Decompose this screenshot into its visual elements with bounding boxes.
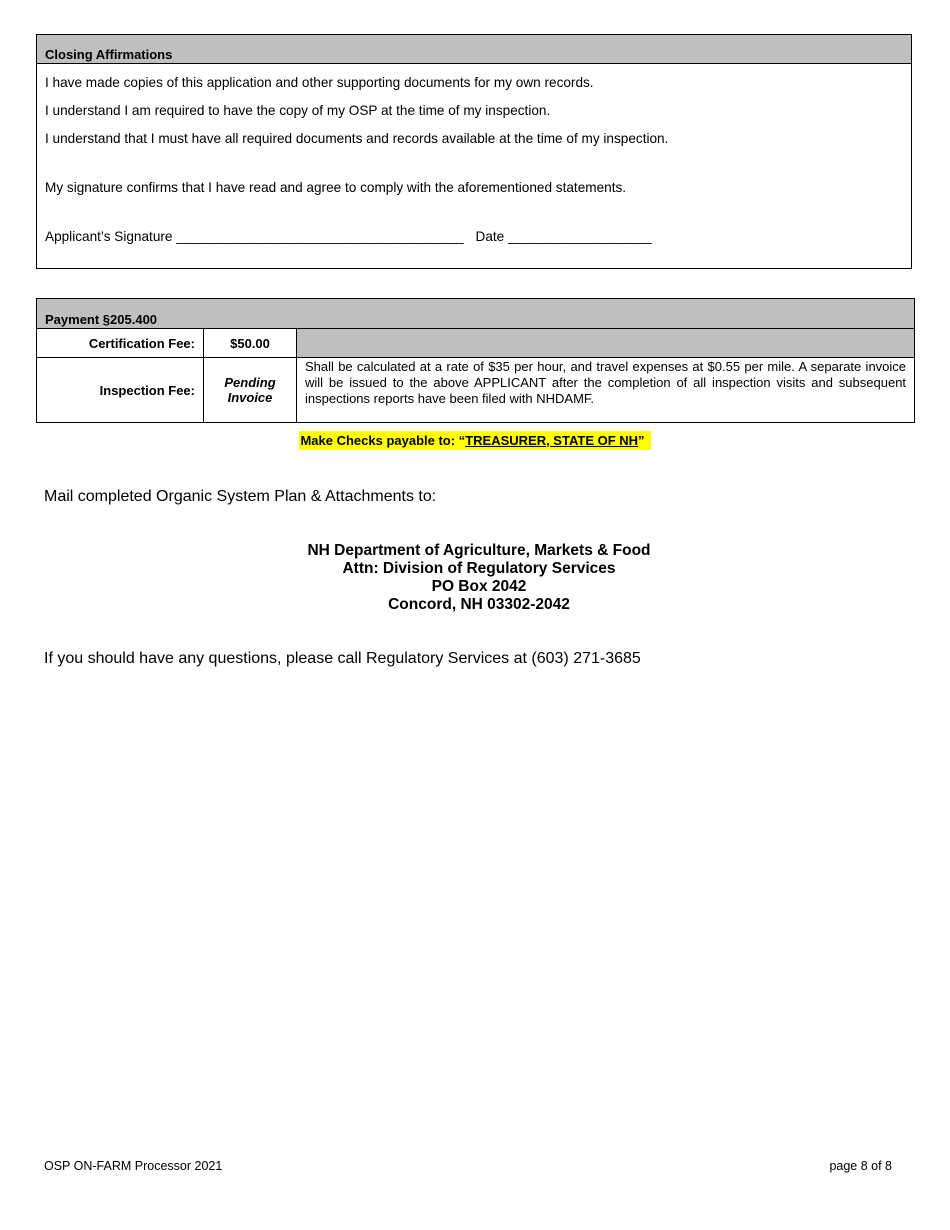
checks-payable-prefix: Make Checks payable to: “ — [300, 433, 466, 448]
footer-page-number: page 8 of 8 — [829, 1159, 892, 1173]
checks-payee: TREASURER, STATE OF NH — [465, 433, 639, 448]
checks-payable-suffix: ” — [638, 433, 645, 448]
applicant-signature-field[interactable]: Applicant’s Signature ______________________________________ — [45, 229, 464, 244]
affirmation-statement: I understand that I must have all required documents and records available at the time of my inspection. — [45, 131, 669, 146]
address-line: Attn: Division of Regulatory Services — [342, 560, 616, 577]
certification-fee-blank — [297, 329, 915, 358]
closing-affirmations-header — [37, 35, 911, 64]
inspection-fee-label: Inspection Fee: — [37, 358, 204, 423]
affirmation-statement: I understand I am required to have the copy of my OSP at the time of my inspection. — [45, 103, 551, 118]
signature-row — [45, 229, 652, 244]
inspection-fee-value — [204, 358, 297, 423]
address-line: NH Department of Agriculture, Markets & Food — [307, 542, 651, 559]
questions-contact: If you should have any questions, please call Regulatory Services at (603) 271-3685 — [44, 650, 641, 667]
signature-confirmation-text: My signature confirms that I have read and agree to comply with the aforementioned statements. — [45, 180, 627, 195]
footer-form-name: OSP ON-FARM Processor 2021 — [44, 1159, 223, 1173]
inspection-fee-status-line2: Invoice — [227, 390, 273, 405]
mail-instruction: Mail completed Organic System Plan & Attachments to: — [44, 488, 437, 505]
address-line: PO Box 2042 — [431, 578, 527, 595]
checks-payable-line — [0, 433, 950, 448]
certification-fee-label: Certification Fee: — [37, 329, 204, 358]
payment-table — [36, 298, 915, 423]
closing-affirmations-section — [36, 34, 912, 269]
signature-date-field[interactable]: Date ___________________ — [475, 229, 652, 244]
checks-payable-highlight — [299, 431, 650, 450]
address-line: Concord, NH 03302-2042 — [388, 596, 570, 613]
mailing-address — [0, 542, 950, 614]
certification-fee-value: $50.00 — [204, 329, 297, 358]
payment-header: Payment §205.400 — [37, 299, 915, 329]
closing-affirmations-title: Closing Affirmations — [45, 47, 173, 62]
inspection-fee-description: Shall be calculated at a rate of $35 per hour, and travel expenses at $0.55 per mile. A separate invoice will be issued to the above APPLICANT after the completion of all inspection visits and subsequent inspections reports have been filed with NHDAMF. — [297, 358, 915, 423]
inspection-fee-status-line1: Pending — [224, 375, 276, 390]
affirmation-statement: I have made copies of this application and other supporting documents for my own records. — [45, 75, 594, 90]
